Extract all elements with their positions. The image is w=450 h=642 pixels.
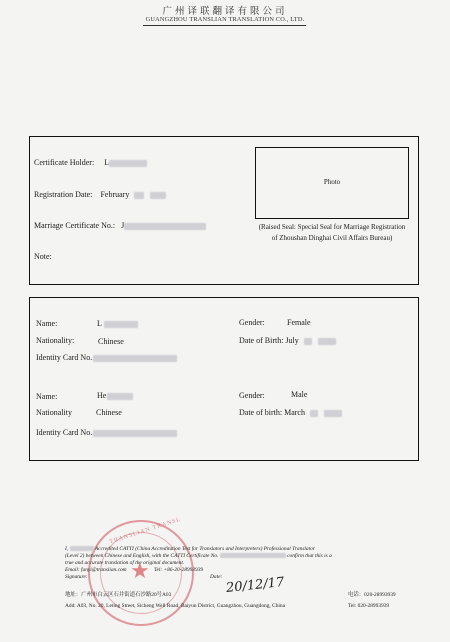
registration-date-label: Registration Date:	[34, 190, 93, 199]
statement-line-2-end: confirm that this is a	[287, 553, 332, 559]
redacted-person2-id	[93, 430, 177, 437]
address-english: Add: A03, No. 20, Leting Street, Sicheng Well Road, Baiyun District, Guangzhou, Guangdong, China	[65, 603, 286, 609]
phone-english: Tel: 020-28993939	[348, 603, 390, 609]
registration-date-value: February	[100, 190, 130, 199]
person1-nationality-label: Nationality:	[36, 336, 75, 345]
person1-name-value: L	[97, 319, 102, 328]
redacted-holder-name	[109, 160, 147, 167]
date-label	[210, 574, 222, 581]
seal-note-line-2: of Zhoushan Dinghai Civil Affairs Bureau)	[271, 234, 393, 242]
person1-name-label: Name:	[36, 319, 58, 328]
redacted-year	[150, 192, 166, 199]
statement-tel	[154, 567, 203, 574]
person2-dob	[239, 408, 342, 417]
marriage-certificate-row	[34, 221, 206, 230]
redacted-translator-name	[70, 546, 94, 551]
person1-name	[97, 319, 138, 328]
statement-line-2	[65, 553, 332, 560]
statement-line-3-text: true and accurate translation of the original document.	[65, 560, 185, 566]
person1-id-label: Identity Card No.	[36, 353, 93, 362]
seal-note-line-1: (Raised Seal: Special Seal for Marriage Registration	[258, 223, 406, 231]
marriage-certificate-label: Marriage Certificate No.:	[34, 221, 116, 230]
person1-gender-value: Female	[287, 318, 311, 327]
person2-nationality-label: Nationality	[36, 408, 72, 417]
company-name-english: GUANGZHOU TRANSLIAN TRANSLATION CO., LTD.	[145, 16, 305, 23]
person2-gender-value: Male	[291, 390, 308, 399]
person2-id-label: Identity Card No.	[36, 428, 93, 437]
registration-date-row	[34, 190, 166, 199]
redacted-person1-id	[93, 355, 177, 362]
holder-value: L	[104, 158, 110, 167]
person2-id	[36, 428, 177, 437]
note-label: Note:	[34, 252, 52, 261]
signature-label-text: Signature:	[65, 574, 88, 580]
date-label-text: Date:	[210, 574, 223, 580]
phone-chinese: 电话：020-28993939	[348, 592, 396, 598]
redacted-person2-day	[310, 410, 318, 417]
redacted-day	[134, 192, 144, 199]
tel-text: Tel: +86-20-28993939	[154, 567, 204, 573]
redacted-catti-number	[220, 553, 286, 558]
stamp-star-icon: ★	[130, 558, 150, 583]
person2-dob-label: Date of birth: March	[239, 408, 305, 417]
redacted-person2-name	[107, 393, 133, 400]
address-chinese: 地址：广州市白云区石井街道石沙路20号A03	[65, 592, 172, 598]
person1-gender-label: Gender:	[239, 318, 265, 327]
stamp-text: TRANSLIAN TRANSL	[108, 516, 182, 546]
statement-line-3	[65, 560, 184, 567]
statement-line-1-start: I,	[65, 546, 69, 552]
header-divider	[143, 25, 306, 26]
statement-email	[65, 567, 127, 574]
statement-line-2-start: (Level 2) between Chinese and English, with the CATTI Certificate No.	[65, 553, 219, 559]
redacted-person1-day	[304, 338, 312, 345]
redacted-marriage-number	[124, 223, 206, 230]
redacted-person1-year	[318, 338, 336, 345]
raised-seal-note	[244, 222, 420, 244]
person1-dob-label: Date of Birth: July	[239, 336, 299, 345]
holder-label: Certificate Holder:	[34, 158, 95, 167]
person2-name-label: Name:	[36, 392, 58, 401]
person2-gender-label: Gender:	[239, 391, 265, 400]
statement-line-1	[65, 546, 315, 553]
holder-row	[34, 158, 147, 167]
marriage-certificate-value: J	[121, 221, 125, 230]
person2-name-value: He	[97, 391, 107, 400]
redacted-person2-year	[324, 410, 342, 417]
statement-line-1-end: Accredited CATTI (China Accreditation Test for Translators and Interpreters) Professional Translator	[94, 546, 315, 552]
company-name-chinese: 广州译联翻译有限公司	[162, 7, 288, 17]
photo-label: Photo	[323, 178, 341, 186]
handwritten-date: 20/12/17	[225, 574, 286, 597]
person1-dob	[239, 336, 336, 345]
email-text: Email: fanyi@translian.com	[65, 567, 127, 573]
signature-label	[65, 574, 88, 581]
redacted-person1-name	[104, 321, 138, 328]
person2-name	[97, 391, 133, 400]
person2-nationality-value: Chinese	[96, 408, 122, 417]
person1-nationality-value: Chinese	[98, 337, 124, 346]
person1-id	[36, 353, 177, 362]
